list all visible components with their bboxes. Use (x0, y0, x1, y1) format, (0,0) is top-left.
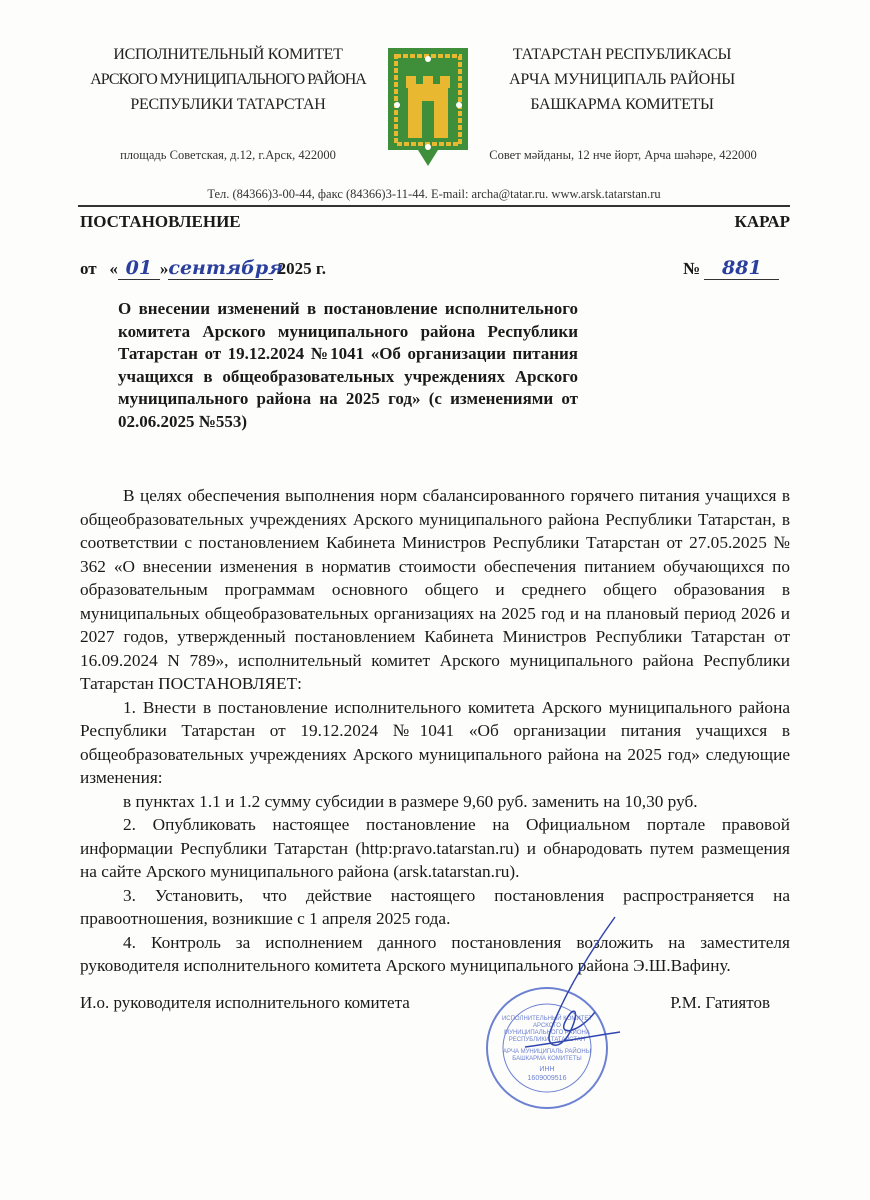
date-day: 01 (118, 257, 160, 280)
stamp-line: МУНИЦИПАЛЬНОГО РАЙОНА (504, 1029, 590, 1036)
header-left-line: РЕСПУБЛИКИ ТАТАРСТАН (130, 96, 326, 113)
header-right-address: Совет мәйданы, 12 нче йорт, Арча шәһәре, 422000 (489, 148, 757, 162)
paragraph: 4. Контроль за исполнением данного постановления возложить на заместителя руководителя исполнительного комитета Арского муниципального района Э.Ш.Вафину. (80, 932, 790, 975)
signer-name: Р.М. Гатиятов (670, 992, 770, 1012)
paragraph: 1. Внести в постановление исполнительного комитета Арского муниципального района Республики Татарстан от 19.12.2024 №1041 «Об организации питания учащихся в общеобразовательных учреждениях Арского муниципального района на 2025 год» следующие изменения: (80, 697, 790, 787)
doc-title: О внесении изменений в постановление исполнительного комитета Арского муниципального района Республики Татарстан от 19.12.2024 №1041 «Об организации питания учащихся в общеобразовательных учреждениях Арского муниципального района на 2025 год» (с изменениями от 02.06.2025 №553) (118, 299, 578, 431)
stamp-line: АРЧА МУНИЦИПАЛЬ РАЙОНЫ (502, 1048, 592, 1055)
header-right-line: ТАТАРСТАН РЕСПУБЛИКАСЫ (512, 46, 732, 63)
stamp-line: 1609009516 (527, 1074, 567, 1082)
header-left-line: ИСПОЛНИТЕЛЬНЫЙ КОМИТЕТ (113, 46, 343, 63)
stamp-line: ИНН (539, 1065, 555, 1073)
stamp-line: ИСПОЛНИТЕЛЬНЫЙ КОМИТЕТ (501, 1015, 593, 1022)
coat-of-arms-emblem (386, 46, 470, 168)
number-value: 881 (704, 257, 779, 280)
paragraph: 2. Опубликовать настоящее постановление на Официальном портале правовой информации Республики Татарстан (http:pravo.tatarstan.ru) и обнародовать путем размещения на сайте Арского муниципального района (arsk.tatarstan.ru). (80, 815, 790, 881)
handwritten-signature (520, 912, 630, 1062)
header-left (78, 42, 378, 117)
stamp-line: АРСКОГО (533, 1022, 561, 1029)
contact-line: Тел. (84366)3-00-44, факс (84366)3-11-44. E-mail: archa@tatar.ru. www.arsk.tatarstan.ru (207, 187, 661, 201)
doc-type-left: ПОСТАНОВЛЕНИЕ (80, 212, 241, 231)
header-left-address: площадь Советская, д.12, г.Арск, 422000 (120, 148, 336, 162)
doc-date: от « 01 »сентября 2025 г. (80, 257, 326, 279)
doc-body (80, 484, 790, 1082)
paragraph: В целях обеспечения выполнения норм сбалансированного горячего питания учащихся в общеобразовательных учреждениях Арского муниципального района Республики Татарстан, в соответствии с постановлением Кабинета Министров Республики Татарстан от 27.05.2025 № 362 «О внесении изменения в норматив стоимости обеспечения питанием обучающихся по образовательным программам основного общего и среднего общего образования в муниципальных общеобразовательных организациях на 2025 год и на плановый период 2026 и 2027 годов, утвержденный постановлением Кабинета Министров Республики Татарстан от 16.09.2024 N 789», исполнительный комитет Арского муниципального района Республики Татарстан ПОСТАНОВЛЯЕТ: (80, 486, 790, 693)
signature-row (80, 992, 790, 1082)
doc-type-right: КАРАР (734, 212, 790, 231)
header-right (472, 42, 772, 117)
date-year: 2025 г. (277, 259, 326, 278)
signer-title: И.о. руководителя исполнительного комитета (80, 992, 410, 1012)
date-prefix: от (80, 259, 97, 278)
stamp-line: БАШКАРМА КОМИТЕТЫ (512, 1055, 582, 1062)
date-month: сентября (168, 257, 284, 279)
header-divider (78, 205, 790, 207)
doc-number (683, 257, 779, 280)
header-left-line: АРСКОГО МУНИЦИПАЛЬНОГО РАЙОНА (90, 71, 366, 88)
stamp-line: РЕСПУБЛИКИ ТАТАРСТАН (508, 1036, 586, 1043)
header-right-line: АРЧА МУНИЦИПАЛЬ РАЙОНЫ (509, 71, 735, 88)
paragraph: 3. Установить, что действие настоящего постановления распространяется на правоотношения, возникшие с 1 апреля 2025 года. (80, 885, 790, 928)
header-right-line: БАШКАРМА КОМИТЕТЫ (530, 96, 714, 113)
paragraph: в пунктах 1.1 и 1.2 сумму субсидии в размере 9,60 руб. заменить на 10,30 руб. (123, 791, 698, 811)
number-prefix: № (683, 259, 701, 278)
